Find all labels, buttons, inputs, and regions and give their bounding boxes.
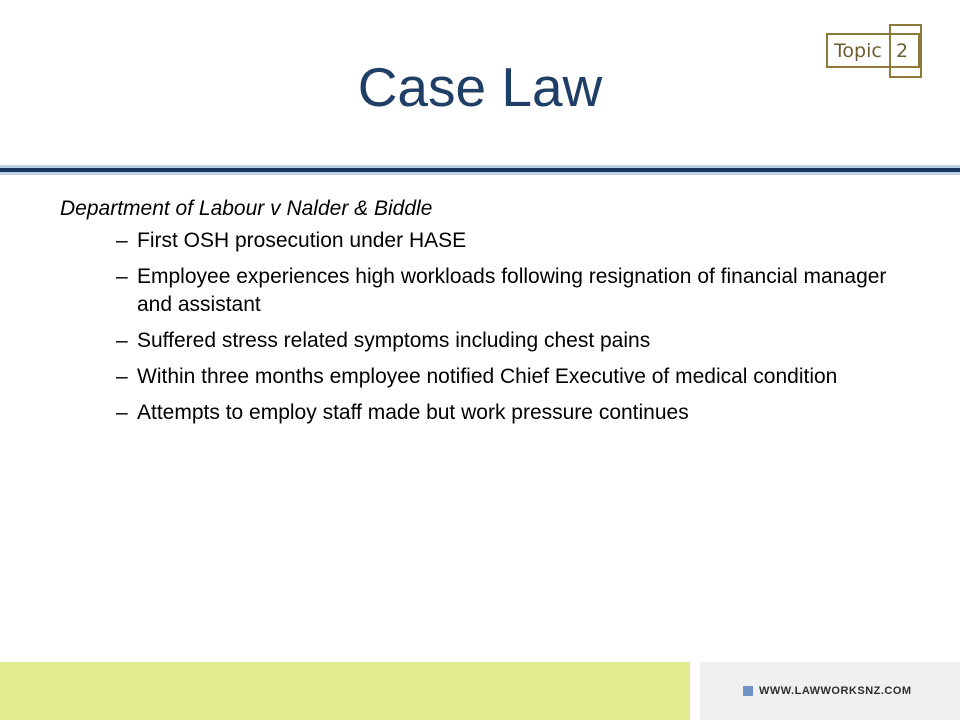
bullet-dash: – [116, 365, 128, 388]
case-heading: Department of Labour v Nalder & Biddle [60, 197, 433, 220]
bullet-item [60, 363, 900, 391]
bullet-dash: – [116, 229, 128, 252]
slide-title: Case Law [357, 56, 603, 118]
bullet-dash: – [116, 401, 128, 424]
bullet-text: First OSH prosecution under HASE [137, 229, 467, 252]
bullet-item [60, 327, 900, 355]
footer-url-link[interactable]: WWW.LAWWORKSNZ.COM [759, 685, 912, 697]
slide-content [60, 195, 900, 435]
bullet-item [60, 263, 900, 319]
title-divider-light-bottom [0, 172, 960, 175]
bullet-text: Suffered stress related symptoms including chest pains [137, 329, 651, 352]
bullet-item [60, 399, 900, 427]
footer-square-icon [743, 686, 753, 696]
bullet-text: Attempts to employ staff made but work pressure continues [137, 401, 689, 424]
bullet-item [60, 227, 900, 255]
topic-label: Topic [834, 40, 882, 62]
topic-number: 2 [896, 40, 909, 62]
bullet-text: Employee experiences high workloads following resignation of financial manager and assistant [137, 265, 887, 316]
footer-band-green [0, 662, 690, 720]
bullet-dash: – [116, 265, 128, 288]
bullet-text: Within three months employee notified Chief Executive of medical condition [137, 365, 838, 388]
topic-badge [826, 24, 922, 78]
bullet-list [60, 227, 900, 427]
bullet-dash: – [116, 329, 128, 352]
